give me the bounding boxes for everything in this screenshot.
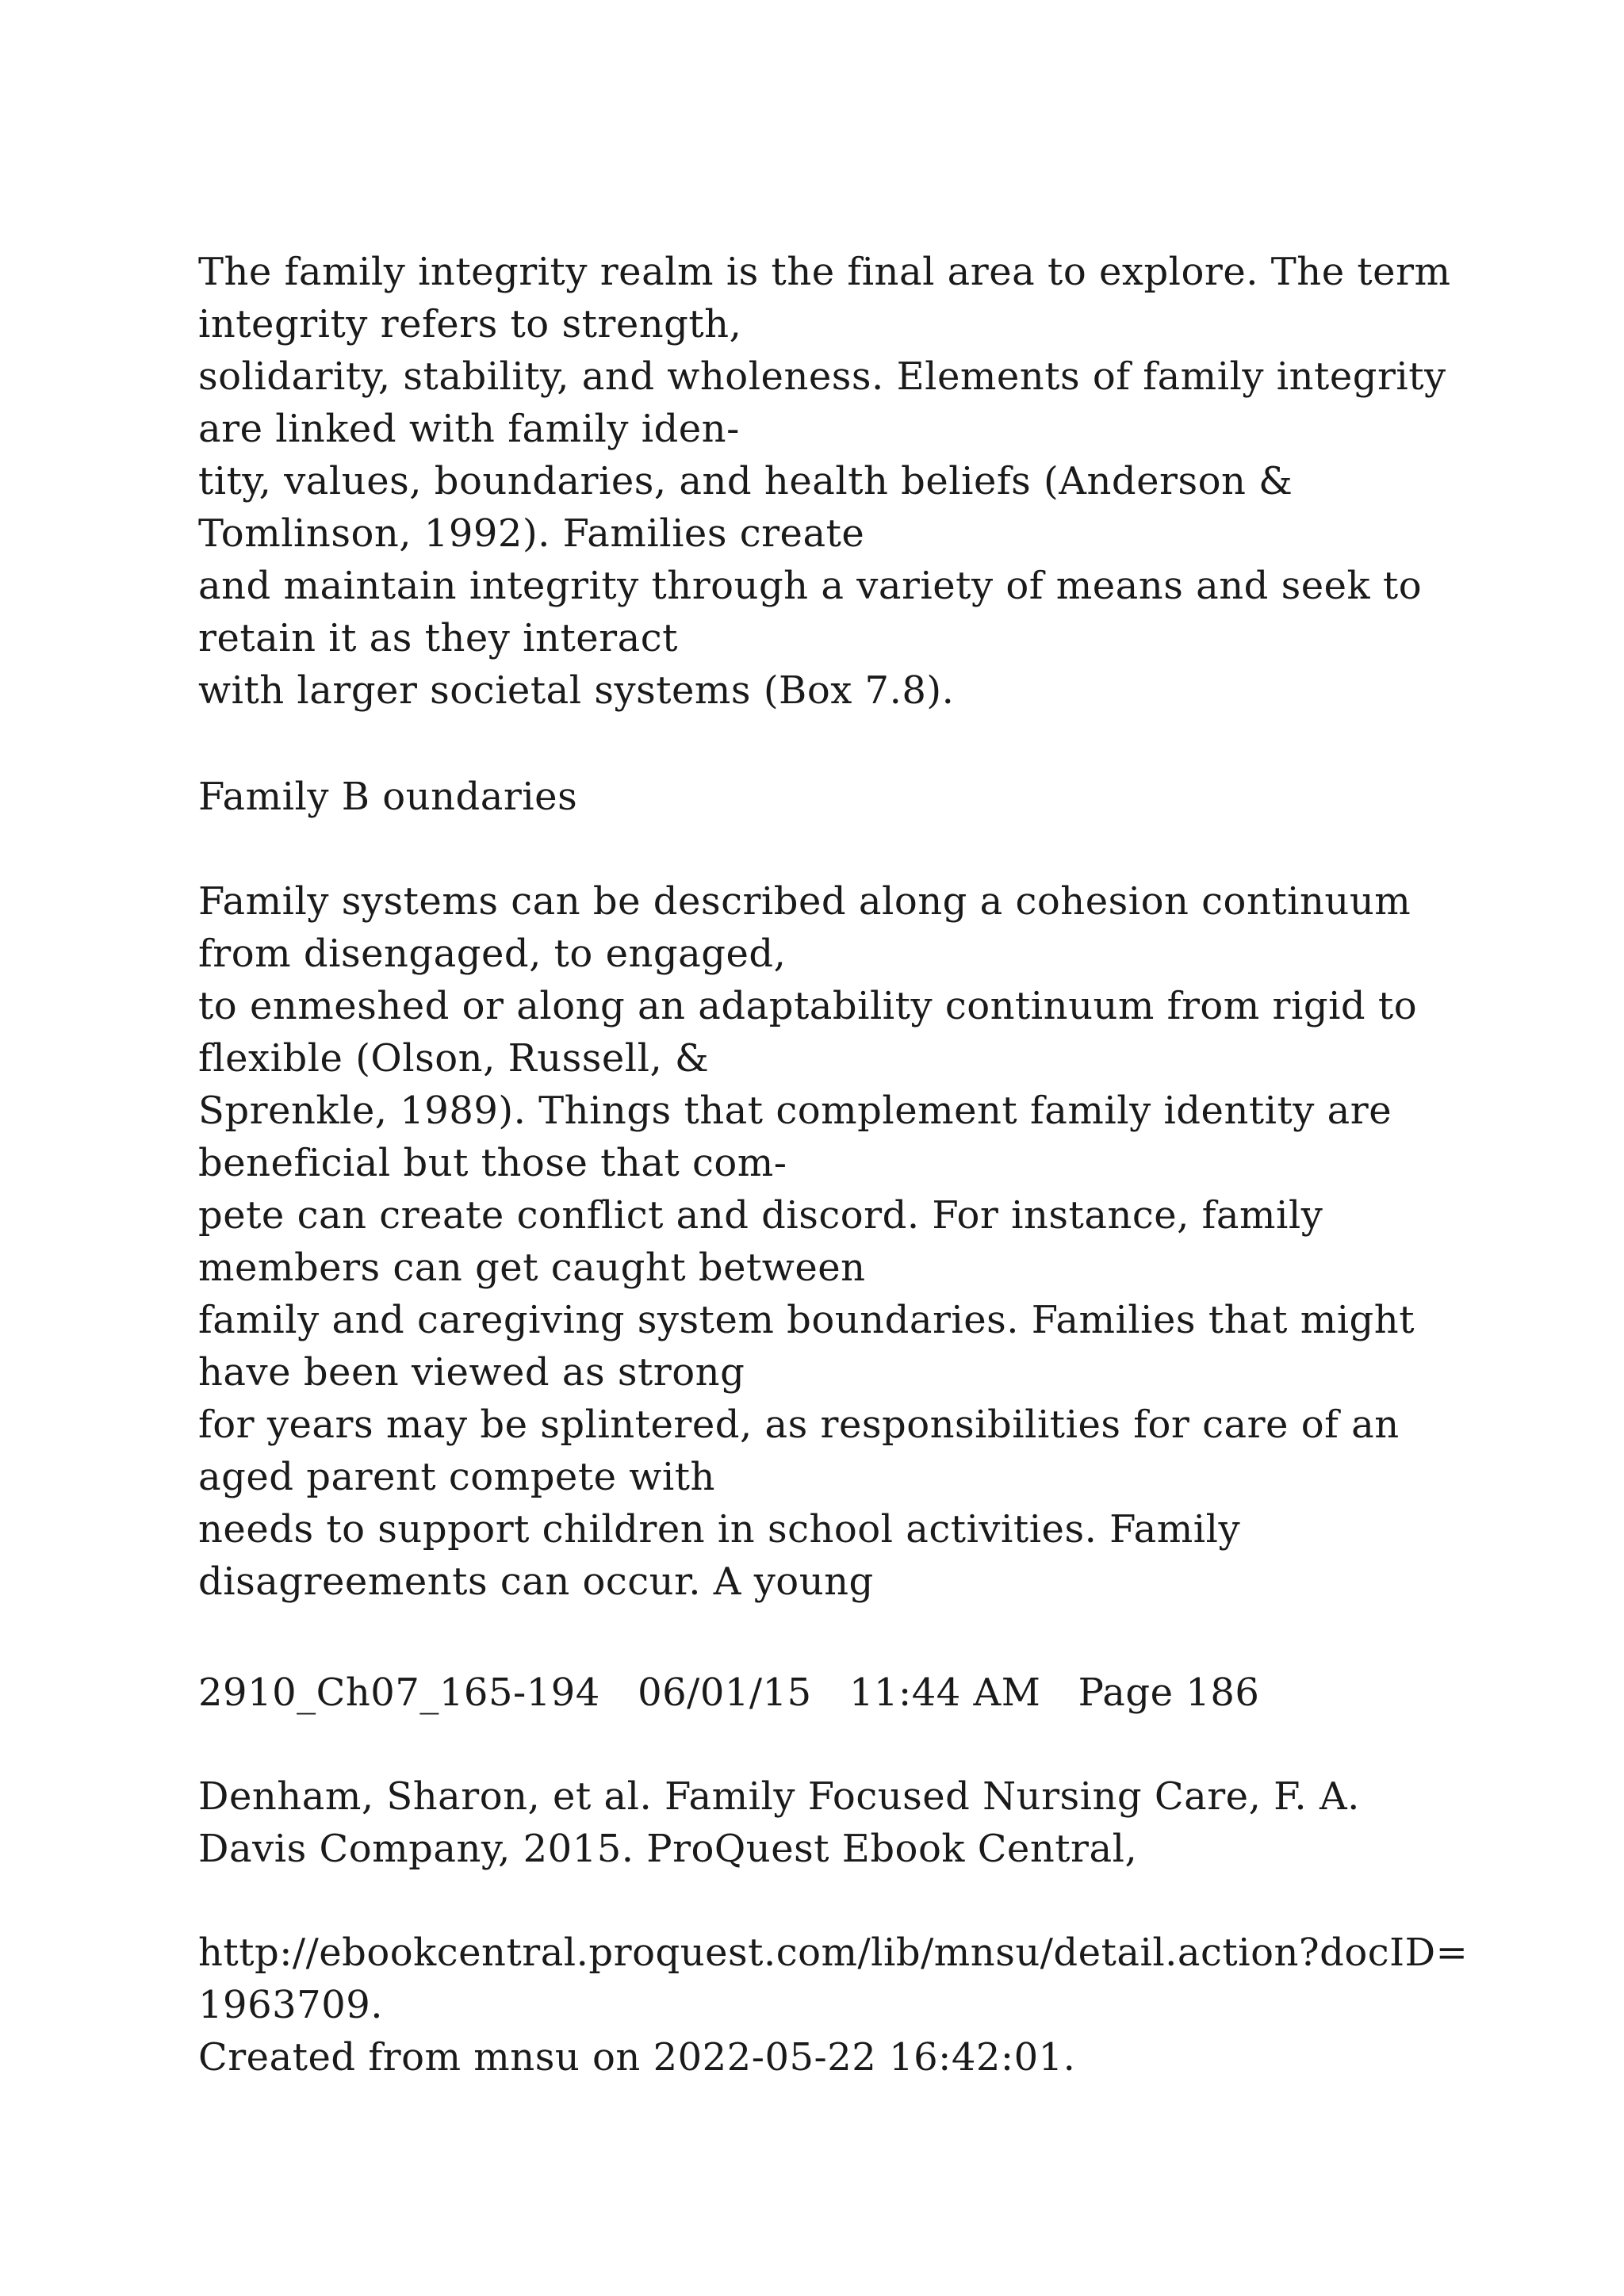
text-line: aged parent compete with bbox=[198, 1455, 715, 1499]
text-line: Tomlinson, 1992). Families create bbox=[198, 511, 865, 556]
text-line: retain it as they interact bbox=[198, 616, 678, 660]
text-line: to enmeshed or along an adaptability continuum from rigid to bbox=[198, 984, 1418, 1028]
text-line: Sprenkle, 1989). Things that complement family identity are bbox=[198, 1089, 1392, 1133]
text-line: pete can create conflict and discord. For instance, family bbox=[198, 1193, 1323, 1238]
text-line: tity, values, boundaries, and health beliefs (Anderson & bbox=[198, 459, 1293, 503]
text-line: The family integrity realm is the final area to explore. The term bbox=[198, 250, 1451, 294]
section-heading: Family B oundaries bbox=[198, 775, 578, 819]
text-line: are linked with family iden- bbox=[198, 407, 740, 451]
text-line: Family systems can be described along a cohesion continuum bbox=[198, 879, 1411, 924]
text-line: integrity refers to strength, bbox=[198, 302, 742, 346]
citation-line: Denham, Sharon, et al. Family Focused Nursing Care, F. A. bbox=[198, 1774, 1360, 1819]
source-url-line[interactable]: 1963709. bbox=[198, 1983, 384, 2027]
text-line: family and caregiving system boundaries. Families that might bbox=[198, 1298, 1415, 1342]
text-line: flexible (Olson, Russell, & bbox=[198, 1036, 710, 1081]
text-line: with larger societal systems (Box 7.8). bbox=[198, 668, 955, 713]
citation-line: Davis Company, 2015. ProQuest Ebook Central, bbox=[198, 1827, 1138, 1871]
paragraph-family-integrity bbox=[198, 246, 1546, 717]
text-line: for years may be splintered, as responsibilities for care of an bbox=[198, 1402, 1400, 1447]
page-footer: 2910_Ch07_165-194 06/01/15 11:44 AM Page 186 bbox=[198, 1670, 1260, 1715]
text-line: needs to support children in school activities. Family bbox=[198, 1507, 1241, 1552]
source-url-line[interactable]: http://ebookcentral.proquest.com/lib/mnsu/detail.action?docID= bbox=[198, 1931, 1469, 1975]
text-line: from disengaged, to engaged, bbox=[198, 932, 787, 976]
paragraph-family-boundaries bbox=[198, 875, 1546, 1608]
text-line: solidarity, stability, and wholeness. Elements of family integrity bbox=[198, 354, 1446, 399]
text-line: disagreements can occur. A young bbox=[198, 1559, 874, 1604]
source-url-block bbox=[198, 1927, 1546, 2084]
text-line: members can get caught between bbox=[198, 1246, 866, 1290]
section-heading-block bbox=[198, 771, 1546, 823]
text-line: have been viewed as strong bbox=[198, 1350, 745, 1395]
citation-block bbox=[198, 1770, 1546, 1875]
page-footer-block bbox=[198, 1667, 1546, 1719]
text-line: beneficial but those that com- bbox=[198, 1141, 787, 1185]
created-note: Created from mnsu on 2022-05-22 16:42:01. bbox=[198, 2035, 1076, 2080]
text-line: and maintain integrity through a variety of means and seek to bbox=[198, 564, 1423, 608]
